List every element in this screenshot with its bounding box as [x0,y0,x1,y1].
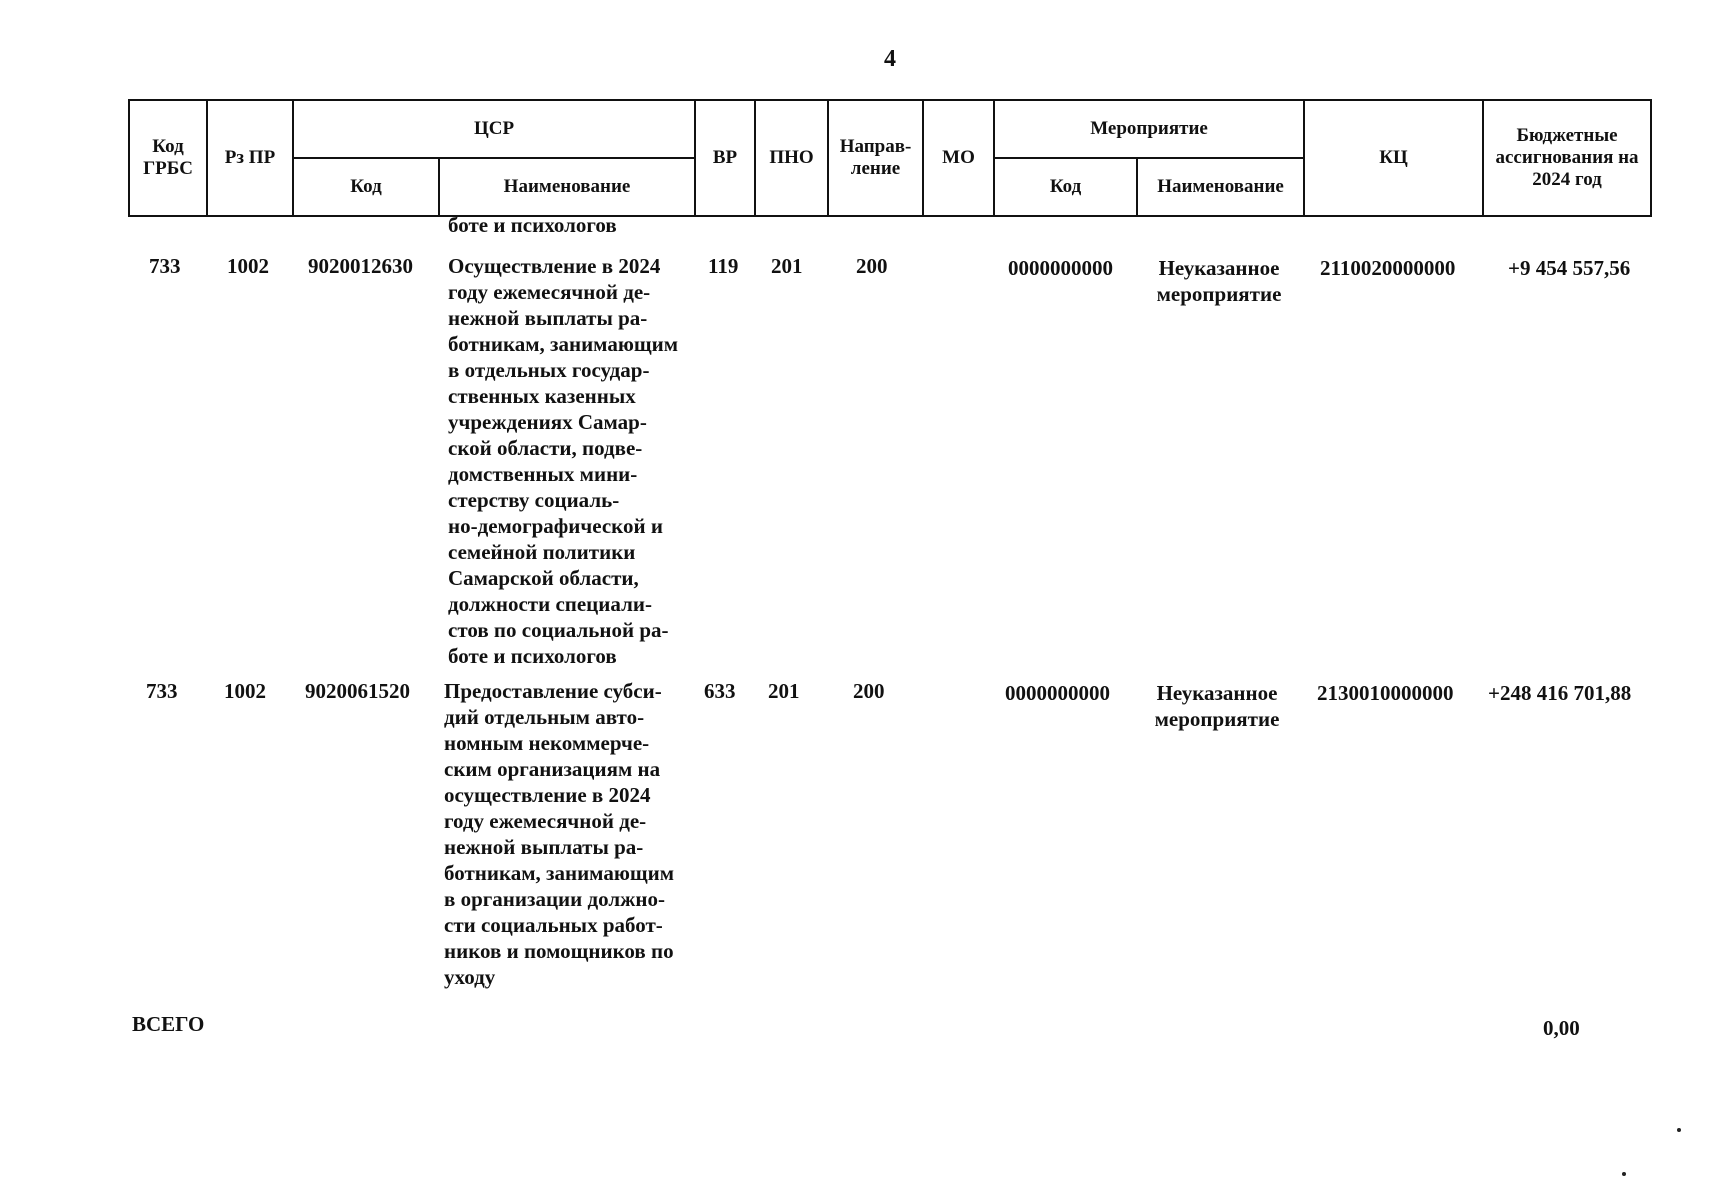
row2-pno: 201 [768,679,800,703]
row2-csr-name-line: ботникам, занимающим [444,861,675,885]
header-csr: ЦСР [293,100,695,158]
header-rz-pr: Рз ПР [207,100,293,216]
row2-csr-name-line: сти социальных работ- [444,913,663,937]
row1-csr-name-line: должности специали- [448,592,652,616]
row1-csr-name [448,253,688,669]
row1-kc: 2110020000000 [1320,256,1456,280]
row2-csr-name-line: номным некоммерче- [444,731,650,755]
header-mo: МО [923,100,994,216]
row1-csr-name-line: учреждениях Самар- [448,410,647,434]
header-vr: ВР [695,100,755,216]
row2-kod-grbs: 733 [146,679,178,703]
row1-pno: 201 [771,254,803,278]
scan-speck [1677,1128,1681,1132]
row1-budget: +9 454 557,56 [1508,256,1631,280]
row1-csr-name-line: Самарской области, [448,566,639,590]
row1-csr-name-line: ственных казенных [448,384,636,408]
row2-csr-kod: 9020061520 [305,679,410,703]
row1-csr-name-line: Осуществление в 2024 [448,254,661,278]
row1-csr-name-line: году ежемесячной де- [448,280,651,304]
row1-kod-grbs: 733 [149,254,181,278]
row2-kc: 2130010000000 [1317,681,1454,705]
row2-csr-name-line: ников и помощников по [444,939,674,963]
header-event-kod: Код [994,158,1137,216]
header-budget: Бюджетные ассигнования на 2024 год [1483,100,1651,216]
row1-csr-name-line: стерству социаль- [448,488,620,512]
row2-csr-name-line: уходу [444,965,496,989]
row2-budget: +248 416 701,88 [1488,681,1632,705]
page-number: 4 [884,46,896,72]
row2-csr-name-line: осуществление в 2024 [444,783,651,807]
row1-csr-name-line: но-демографической и [448,514,663,538]
header-csr-name: Наименование [439,158,695,216]
row2-csr-name-line: ским организациям на [444,757,661,781]
row1-event-kod: 0000000000 [1008,256,1113,280]
row2-csr-name-line: нежной выплаты ра- [444,835,644,859]
row2-vr: 633 [704,679,736,703]
header-kod-grbs: Код ГРБС [129,100,207,216]
row2-rz-pr: 1002 [224,679,266,703]
row2-event-kod: 0000000000 [1005,681,1110,705]
row2-csr-name-line: дий отдельным авто- [444,705,645,729]
scan-speck [1622,1172,1626,1176]
row1-csr-name-line: ботникам, занимающим [448,332,679,356]
row1-event-name: Неуказанное мероприятие [1156,256,1282,306]
header-direction: Направ-ление [828,100,923,216]
row1-csr-name-line: ской области, подве- [448,436,643,460]
row2-direction: 200 [853,679,885,703]
row1-csr-name-line: боте и психологов [448,644,617,668]
row1-csr-name-line: стов по социальной ра- [448,618,669,642]
row1-csr-name-line: нежной выплаты ра- [448,306,648,330]
row2-csr-name-line: в организации должно- [444,887,665,911]
row1-direction: 200 [856,254,888,278]
row1-csr-name-line: в отдельных государ- [448,358,650,382]
header-event-name: Наименование [1137,158,1304,216]
header-event: Мероприятие [994,100,1304,158]
row1-csr-kod: 9020012630 [308,254,413,278]
row1-vr: 119 [708,254,739,278]
row1-csr-name-line: домственных мини- [448,462,638,486]
header-pno: ПНО [755,100,828,216]
row2-event-name: Неуказанное мероприятие [1154,681,1280,731]
total-label: ВСЕГО [132,1012,205,1036]
header-csr-kod: Код [293,158,439,216]
row1-csr-name-line: семейной политики [448,540,636,564]
row1-rz-pr: 1002 [227,254,269,278]
budget-table-header [128,99,1652,217]
row2-csr-name-line: году ежемесячной де- [444,809,647,833]
header-kc: КЦ [1304,100,1483,216]
total-value: 0,00 [1543,1016,1580,1040]
continuation-text: боте и психологов [448,213,617,237]
row2-csr-name [444,678,684,990]
row2-csr-name-line: Предоставление субси- [444,679,662,703]
